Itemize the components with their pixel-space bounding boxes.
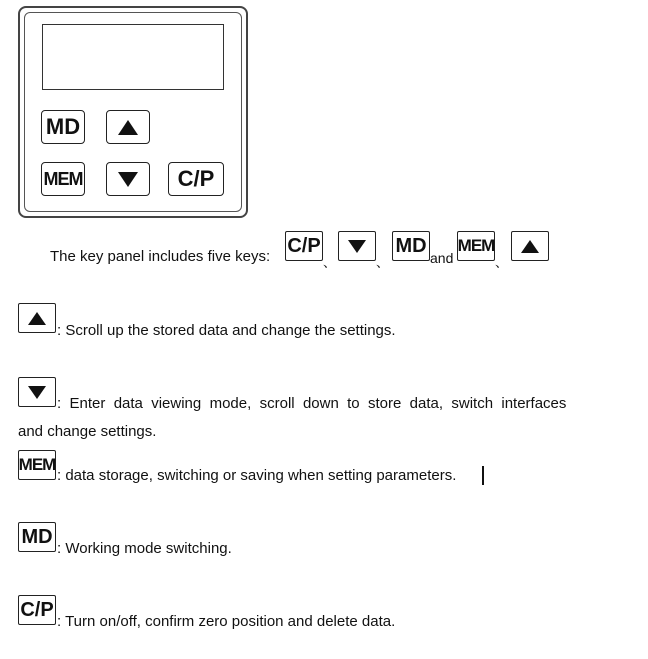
separator: 、: [495, 255, 509, 270]
up-triangle-icon: [118, 120, 138, 135]
separator: 、: [376, 255, 390, 270]
intro-text: The key panel includes five keys:: [50, 248, 271, 265]
text-cursor: [482, 466, 484, 485]
key-panel-illustration: [18, 6, 248, 218]
up-key-inline: [511, 231, 549, 261]
down-key-inline: [338, 231, 376, 261]
mem-key: MEM: [41, 162, 85, 196]
up-triangle-icon: [28, 312, 46, 325]
mem-key-description: : data storage, switching or saving when setting parameters.: [57, 467, 457, 484]
md-key-description: : Working mode switching.: [57, 540, 232, 557]
cp-key-description: : Turn on/off, confirm zero position and delete data.: [57, 613, 396, 630]
down-key-description: : Enter data viewing mode, scroll down to store data, switch interfaces: [57, 395, 567, 412]
down-key-description-cont: and change settings.: [18, 423, 157, 440]
display-screen: [42, 24, 224, 90]
up-key-inline: [18, 303, 56, 333]
md-key-inline: MD: [18, 522, 56, 552]
md-key-inline: MD: [392, 231, 430, 261]
cp-key-inline: C/P: [285, 231, 323, 261]
up-key-description: : Scroll up the stored data and change the settings.: [57, 322, 396, 339]
mem-key-inline: MEM: [457, 231, 495, 261]
down-key: [106, 162, 150, 196]
up-key: [106, 110, 150, 144]
mem-key-inline: MEM: [18, 450, 56, 480]
up-triangle-icon: [521, 240, 539, 253]
separator: 、: [323, 255, 337, 270]
md-key: MD: [41, 110, 85, 144]
cp-key-inline: C/P: [18, 595, 56, 625]
down-triangle-icon: [118, 172, 138, 187]
down-triangle-icon: [348, 240, 366, 253]
cp-key: C/P: [168, 162, 224, 196]
down-key-inline: [18, 377, 56, 407]
down-triangle-icon: [28, 386, 46, 399]
and-text: and: [430, 250, 454, 266]
